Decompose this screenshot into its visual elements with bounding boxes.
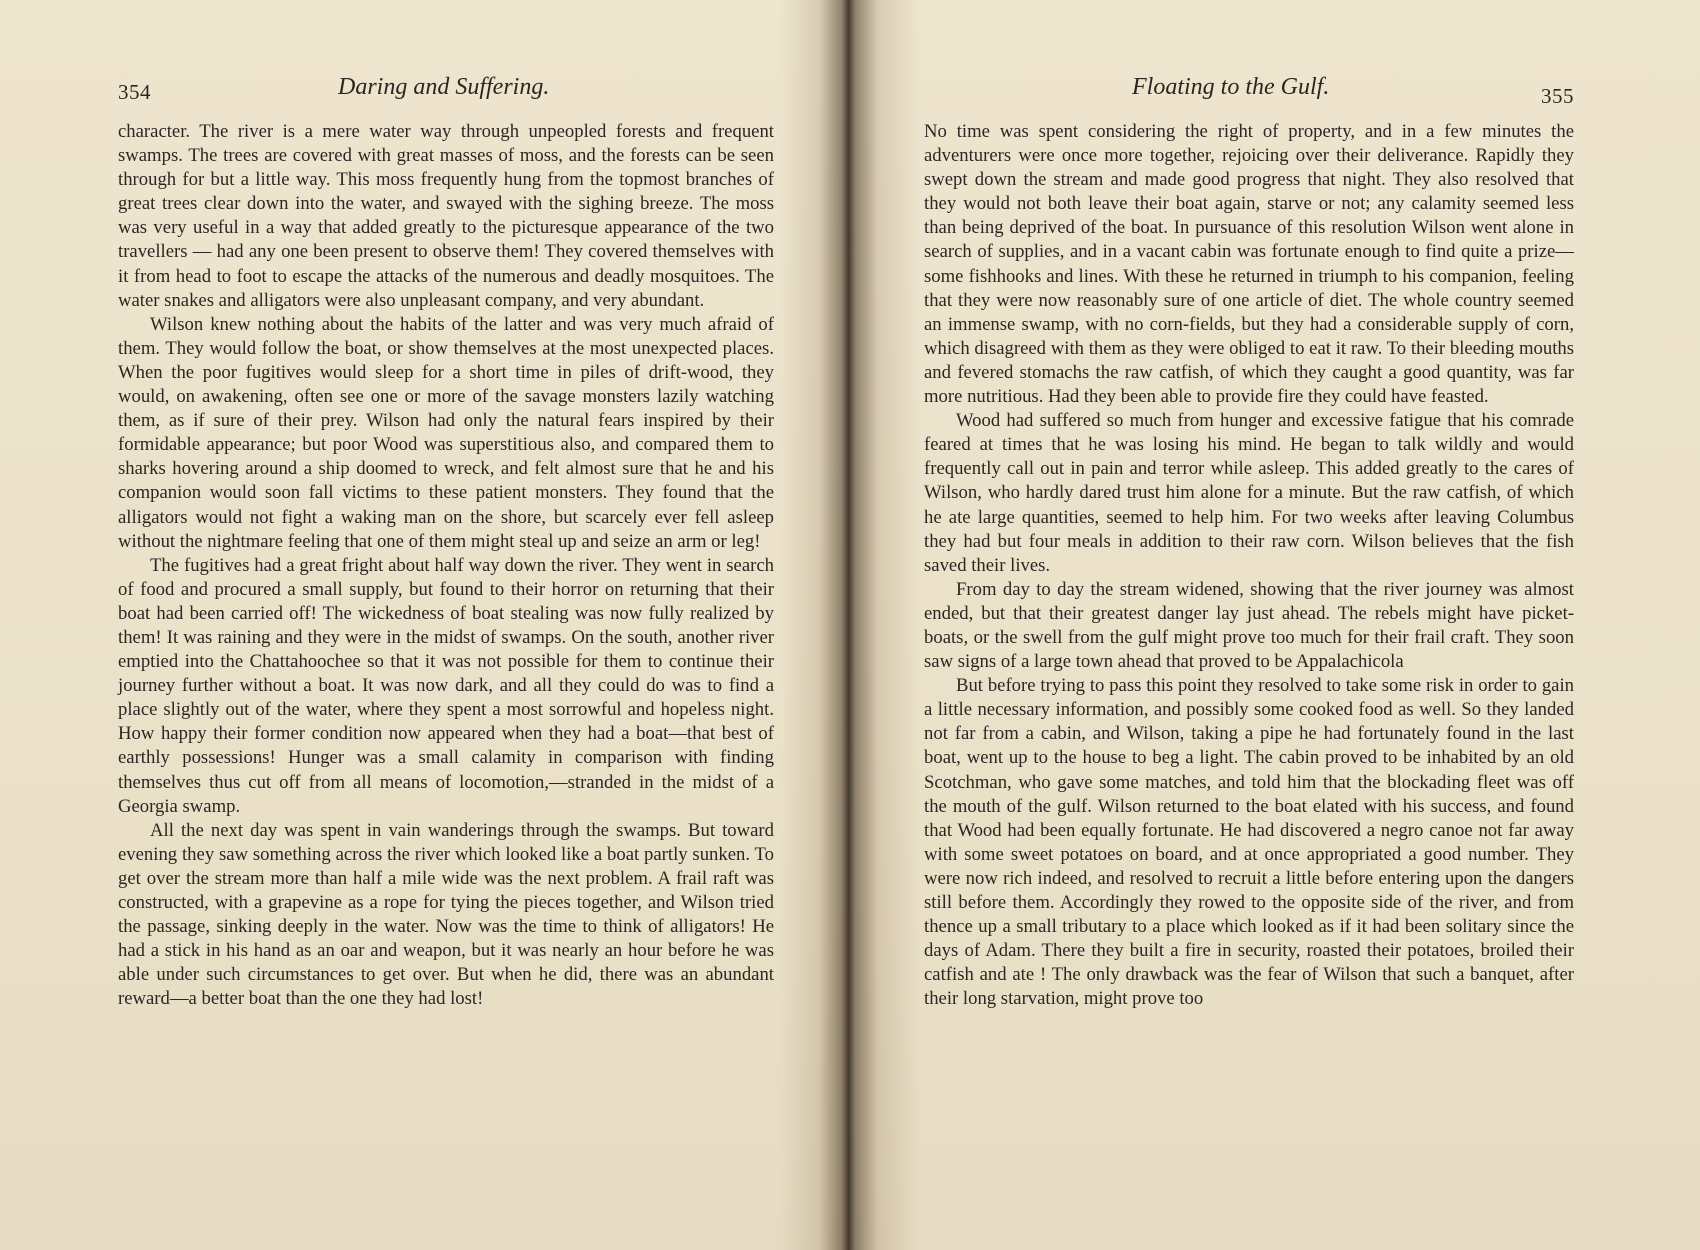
paragraph: character. The river is a mere water way through unpeopled forests and frequent swamps. The trees are covered with great masses of moss, and the forests can be seen through for but a little way. This moss frequently hung from the topmost branches of great trees clear down into the water, and swayed with the sighing breeze. The moss was very useful in a way that added greatly to the picturesque appearance of the two travellers — had any one been present to observe them! They covered themselves with it from head to foot to escape the attacks of the numerous and deadly mosquitoes. The water snakes and alligators were also unpleasant company, and very abundant. (118, 121, 774, 311)
paragraph: Wood had suffered so much from hunger and excessive fatigue that his comrade feared at times that he was losing his mind. He began to talk wildly and would frequently call out in pain and terror while asleep. This added greatly to the cares of Wilson, who hardly dared trust him alone for a minute. But the raw catfish, of which he ate large quantities, seemed to help him. For two weeks after leaving Columbus they had but four meals in addition to their raw corn. Wilson believes that the fish saved their lives. (924, 410, 1574, 576)
paragraph: Wilson knew nothing about the habits of the latter and was very much afraid of them. They would follow the boat, or show themselves at the most unexpected places. When the poor fugitives would sleep for a short time in piles of drift-wood, they would, on awakening, often see one or more of the savage monsters lazily watching them, as if sure of their prey. Wilson had only the natural fears inspired by their formidable appearance; but poor Wood was superstitious also, and compared them to sharks hovering around a ship doomed to wreck, and felt almost sure that he and his companion would soon fall victims to these patient monsters. They found that the alligators would not fight a waking man on the shore, but scarcely ever fell asleep without the nightmare feeling that one of them might steal up and seize an arm or leg! (118, 313, 774, 552)
right-running-title: Floating to the Gulf. (1132, 74, 1330, 100)
paragraph: From day to day the stream widened, showing that the river journey was almost ended, but that their greatest danger lay just ahead. The rebels might have picket-boats, or the swell from the gulf might prove too much for their frail craft. They soon saw signs of a large town ahead that proved to be Appalachicola (924, 578, 1574, 673)
paragraph: The fugitives had a great fright about half way down the river. They went in search of food and procured a small supply, but found to their horror on returning that their boat had been carried off! The wickedness of boat stealing was now fully realized by them! It was raining and they were in the midst of swamps. On the south, another river emptied into the Chattahoochee so that it was not possible for them to continue their journey further without a boat. It was now dark, and all they could do was to find a place slightly out of the water, where they spent a most sorrowful and hopeless night. How happy their former condition now appeared when they had a boat—that best of earthly possessions! Hunger was a small calamity in comparison with finding themselves thus cut off from all means of locomotion,—stranded in the midst of a Georgia swamp. (118, 554, 774, 817)
left-page-body (118, 120, 774, 1011)
paragraph: No time was spent considering the right of property, and in a few minutes the adventurers were once more together, rejoicing over their deliverance. Rapidly they swept down the stream and made good progress that night. They also resolved that they would not both leave their boat again, starve or not; any calamity seemed less than being deprived of the boat. In pursuance of this resolution Wilson went alone in search of supplies, and in a vacant cabin was fortunate enough to find quite a prize—some fishhooks and lines. With these he returned in triumph to his companion, feeling that they were now reasonably sure of one article of diet. The whole country seemed an immense swamp, with no corn-fields, but they had a considerable supply of corn, which disagreed with them as they were obliged to eat it raw. To their bleeding mouths and fevered stomachs the raw catfish, of which they caught a good quantity, was far more nutritious. Had they been able to provide fire they could have feasted. (924, 121, 1574, 408)
left-page-number: 354 (118, 80, 151, 104)
paragraph: All the next day was spent in vain wanderings through the swamps. But toward evening they saw something across the river which looked like a boat partly sunken. To get over the stream more than half a mile wide was the next problem. A frail raft was constructed, with a grapevine as a rope for tying the pieces together, and Wilson tried the passage, sinking deeply in the water. Now was the time to think of alligators! He had a stick in his hand as an oar and weapon, but it was nearly an hour before he was able under such circumstances to get over. But when he did, there was an abundant reward—a better boat than the one they had lost! (118, 819, 774, 1010)
right-page-number: 355 (1541, 84, 1574, 108)
right-page (850, 0, 1700, 1250)
left-page-header (118, 72, 774, 112)
right-page-body (924, 120, 1574, 1011)
right-page-header (924, 72, 1574, 112)
paragraph: But before trying to pass this point they resolved to take some risk in order to gain a little necessary information, and possibly some cooked food as well. So they landed not far from a cabin, and Wilson, taking a pipe he had fortunately found in the last boat, went up to the house to beg a light. The cabin proved to be inhabited by an old Scotchman, who gave some matches, and told him that the blockading fleet was off the mouth of the gulf. Wilson returned to the boat elated with his success, and found that Wood had been equally fortunate. He had discovered a negro canoe not far away with some sweet potatoes on board, and at once appropriated a good number. They were now rich indeed, and resolved to recruit a little before entering upon the dangers still before them. Accordingly they rowed to the opposite side of the river, and from thence up a small tributary to a place which looked as if it had been solitary since the days of Adam. There they built a fire in security, roasted their potatoes, broiled their catfish and ate ! The only drawback was the fear of Wilson that such a banquet, after their long starvation, might prove too (924, 675, 1574, 1010)
left-running-title: Daring and Suffering. (338, 74, 550, 100)
